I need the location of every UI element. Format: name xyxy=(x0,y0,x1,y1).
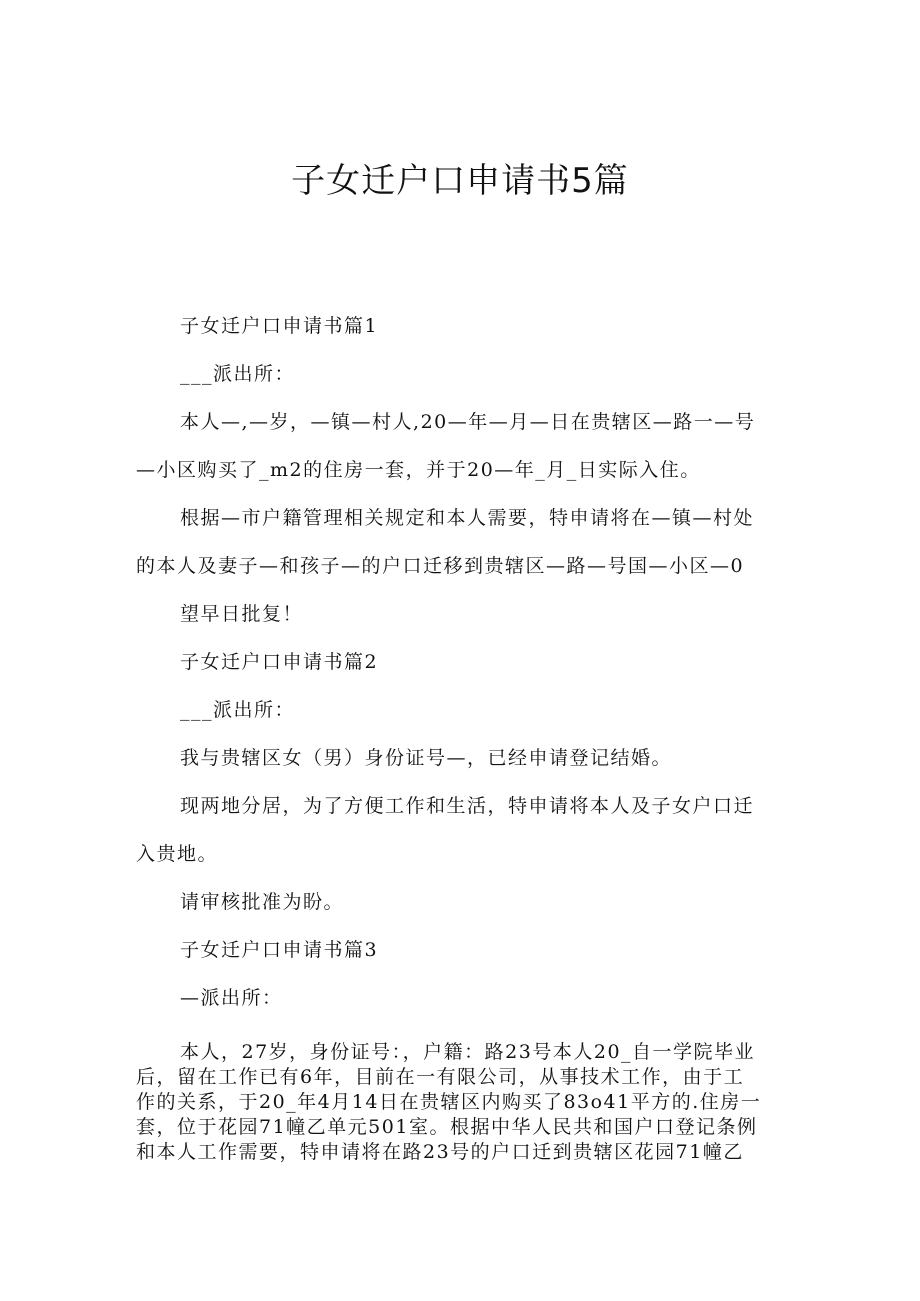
salutation: ___派出所： xyxy=(180,363,296,385)
paragraph-line: 本人，27岁，身份证号：，户籍：路23号本人20_自一学院毕业 xyxy=(180,1041,756,1063)
paragraph-line: 作的关系，于20_年4月14日在贵辖区内购买了83o41平方的.住房一 xyxy=(136,1091,762,1113)
section-heading-2: 子女迁户口申请书篇2 xyxy=(180,651,379,673)
section-heading-3: 子女迁户口申请书篇3 xyxy=(180,939,379,961)
paragraph-line: 套，位于花园71幢乙单元501室。根据中华人民共和国户口登记条例 xyxy=(136,1116,758,1138)
paragraph-line: 后，留在工作已有6年，目前在一有限公司，从事技术工作，由于工 xyxy=(136,1066,745,1088)
paragraph-line: 的本人及妻子—和孩子—的户口迁移到贵辖区—路—号国—小区—0 xyxy=(136,555,745,577)
paragraph-line: 我与贵辖区女（男）身份证号—，已经申请登记结婚。 xyxy=(180,747,673,769)
paragraph-line: 和本人工作需要，特申请将在路23号的户口迁到贵辖区花园71幢乙 xyxy=(136,1141,744,1163)
paragraph-line: 望早日批复！ xyxy=(180,603,304,625)
document-title: 子女迁户口申请书5篇 xyxy=(291,161,629,201)
paragraph-line: 本人—,—岁，—镇—村人,20—年—月—日在贵辖区—路一—号 xyxy=(180,411,756,433)
paragraph-line: 现两地分居，为了方便工作和生活，特申请将本人及子女户口迁 xyxy=(180,795,755,817)
salutation: ___派出所： xyxy=(180,699,296,721)
paragraph-line: 根据—市户籍管理相关规定和本人需要，特申请将在—镇—村处 xyxy=(180,507,755,529)
paragraph-line: —小区购买了_m2的住房一套，并于20—年_月_日实际入住。 xyxy=(136,459,701,481)
salutation: —派出所： xyxy=(180,987,283,1009)
paragraph-line: 入贵地。 xyxy=(136,843,219,865)
paragraph-line: 请审核批准为盼。 xyxy=(180,891,345,913)
section-heading-1: 子女迁户口申请书篇1 xyxy=(180,315,379,337)
